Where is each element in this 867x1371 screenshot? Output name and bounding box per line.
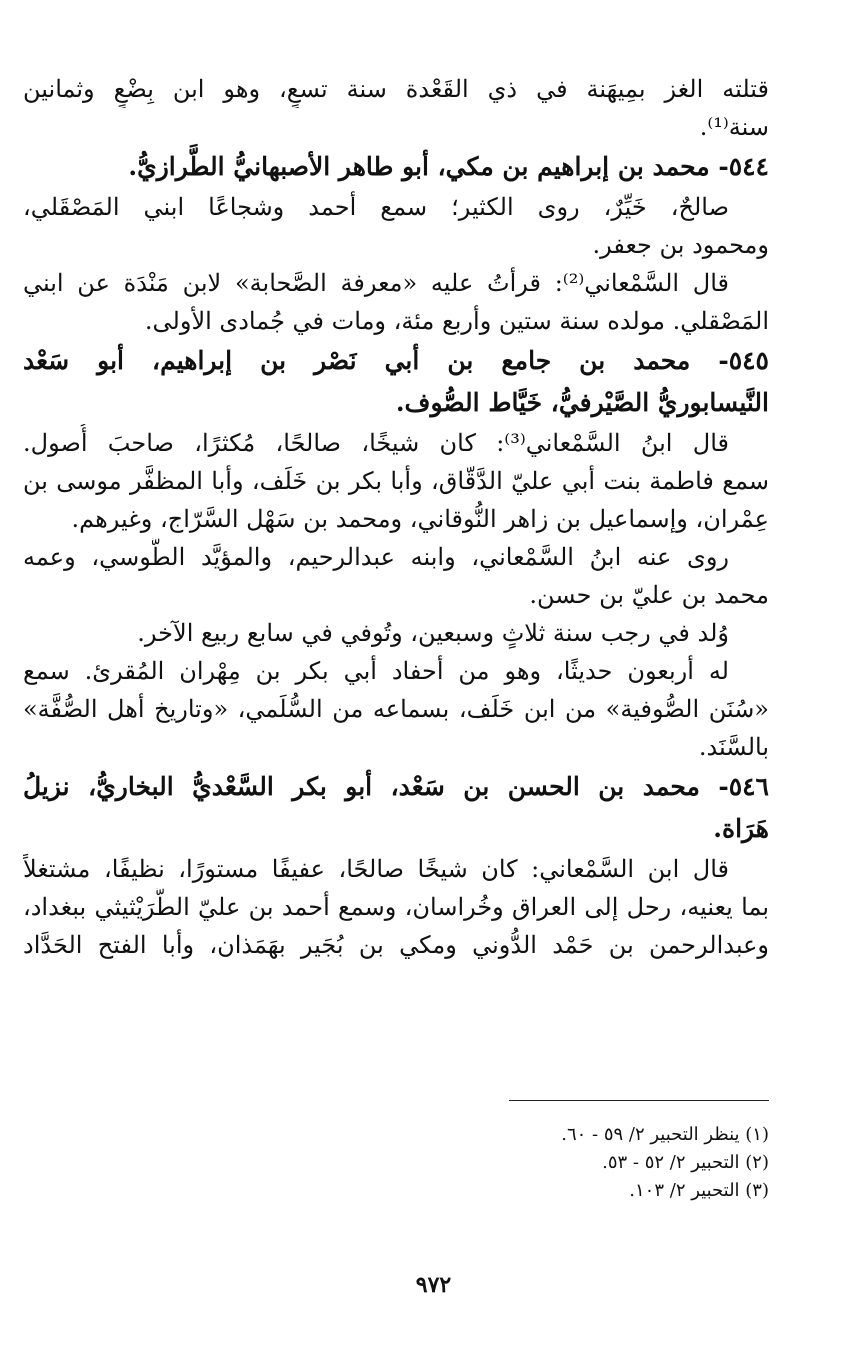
entry-heading-546-cont: هَرَاة. [713,814,769,843]
text-line: بما يعنيه، رحل إلى العراق وخُراسان، وسمع أحمد بن عليّ الطُّرَيْثيثي ببغداد، [23,893,769,921]
footnotes [23,1100,769,1205]
text-line: قال ابنُ السَّمْعاني⁽³⁾: كان شيخًا، صالحًا، مُكثرًا، صاحبَ أُصول. [23,429,729,457]
text-line: روى عنه ابنُ السَّمْعاني، وابنه عبدالرحيم، والمؤيَّد الطُّوسي، وعمه [23,543,729,571]
text-line: صالحٌ، خَيِّرٌ، روى الكثير؛ سمع أحمد وشجاعًا ابني المَصْقَلي، [23,193,729,221]
text-line: سنة⁽¹⁾. [699,113,769,141]
entry-heading-544: ٥٤٤- محمد بن إبراهيم بن مكي، أبو طاهر الأصبهانيُّ الطَّرازيُّ. [128,152,769,181]
entry-heading-545-cont: النَّيسابوريُّ الصَّيْرفيُّ، خَيَّاط الصُّوف. [395,388,769,417]
text-line: ومحمود بن جعفر. [592,231,769,259]
text-line: قال ابن السَّمْعاني: كان شيخًا صالحًا، عفيفًا مستورًا، نظيفًا، مشتغلاً [23,855,730,883]
footnote-3: (٣) التحبير ٢/ ١٠٣. [629,1180,769,1201]
entry-heading-545: ٥٤٥- محمد بن جامع بن أبي نَصْر بن إبراهيم، أبو سَعْد [23,346,769,375]
text-line: قتلته الغز بمِيهَنة في ذي القَعْدة سنة تسعٍ، وهو ابن بِضْعٍ وثمانين [23,75,769,103]
text-line: المَصْقلي. مولده سنة ستين وأربع مئة، ومات في جُمادى الأولى. [144,307,769,335]
footnote-1: (١) ينظر التحبير ٢/ ٥٩ - ٦٠. [561,1124,769,1145]
text-line: عِمْران، وإسماعيل بن زاهر النُّوقاني، ومحمد بن سَهْل السَّرّاج، وغيرهم. [71,505,769,533]
text-line: «سُنَن الصُّوفية» من ابن خَلَف، بسماعه من السُّلَمي، «وتاريخ أهل الصُّفَّة» [23,695,769,723]
text-line: بالسَّنَد. [698,733,769,761]
entry-heading-546: ٥٤٦- محمد بن الحسن بن سَعْد، أبو بكر السَّعْديُّ البخاريُّ، نزيلُ [23,772,769,801]
footnote-divider [509,1100,769,1101]
footnote-2: (٢) التحبير ٢/ ٥٢ - ٥٣. [602,1152,769,1173]
page-number: ٩٧٢ [415,1272,452,1298]
text-line: محمد بن عليّ بن حسن. [529,581,769,609]
page-body [23,70,769,964]
text-line: وُلد في رجب سنة ثلاثٍ وسبعين، وتُوفي في سابع ربيع الآخر. [137,619,729,647]
text-line: له أربعون حديثًا، وهو من أحفاد أبي بكر بن مِهْران المُقرئ. سمع [23,657,729,685]
text-line: قال السَّمْعاني⁽²⁾: قرأتُ عليه «معرفة الصَّحابة» لابن مَنْدَة عن ابني [23,269,730,297]
text-line: سمع فاطمة بنت أبي عليّ الدَّقّاق، وأبا بكر بن خَلَف، وأبا المظفَّر موسى بن [23,467,769,495]
text-line: وعبدالرحمن بن حَمْد الدُّوني ومكي بن بُجَير بهَمَذان، وأبا الفتح الحَدَّاد [23,931,769,959]
